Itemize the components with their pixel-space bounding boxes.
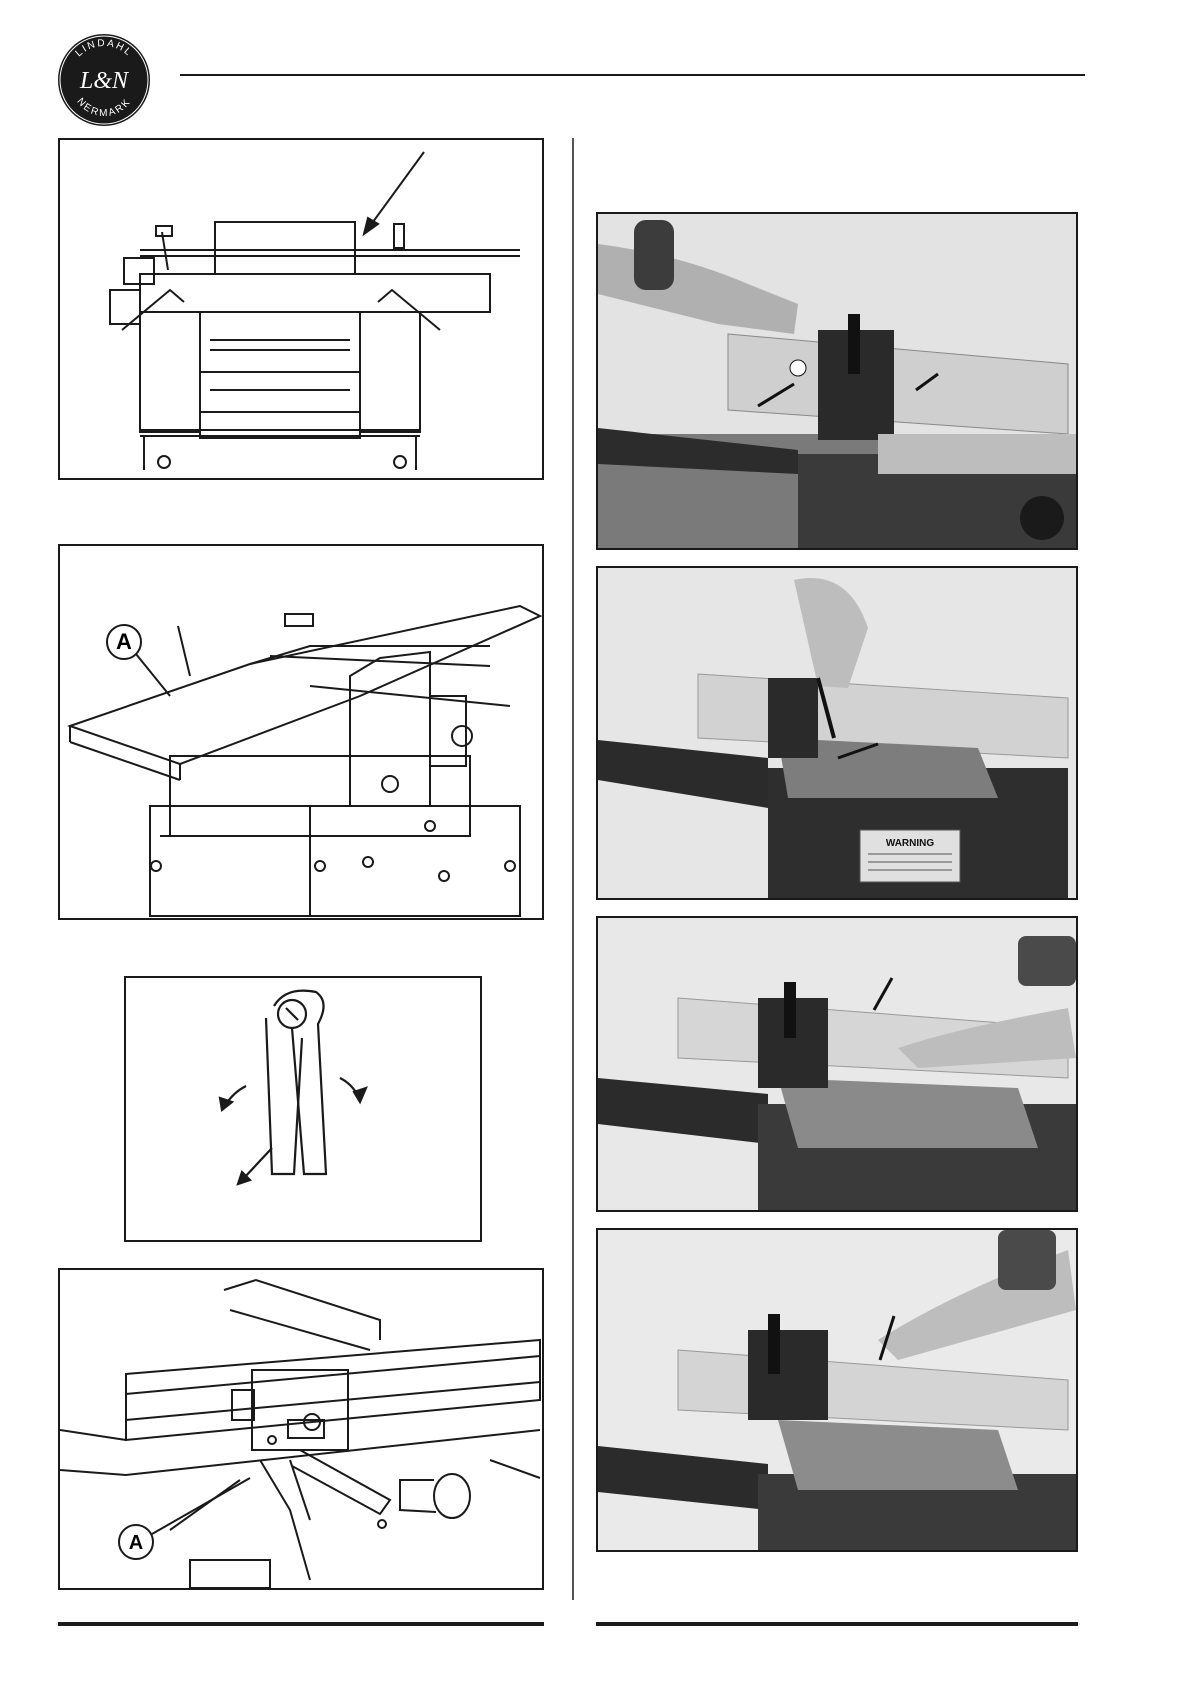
photo-wrench-fence-icon bbox=[598, 214, 1076, 548]
figure-planer-front bbox=[58, 138, 544, 480]
figure-fence-assembly bbox=[58, 1268, 544, 1590]
photo-lever-adjust-icon bbox=[598, 568, 1076, 898]
warning-label: WARNING bbox=[885, 838, 935, 849]
fence-assembly-icon bbox=[60, 1270, 542, 1588]
figure-callout-a: A bbox=[128, 1532, 144, 1554]
photo-fence-slide bbox=[596, 916, 1078, 1212]
lever-release-icon bbox=[126, 978, 480, 1240]
planer-front-arrow-icon bbox=[60, 140, 542, 478]
logo-bottom-text: NERMARK bbox=[74, 96, 134, 120]
photo-fence-slide-icon bbox=[598, 918, 1076, 1210]
logo-top-text: LINDAHL bbox=[73, 37, 135, 60]
photo-wrench-fence bbox=[596, 212, 1078, 550]
photo-fence-lock bbox=[596, 1228, 1078, 1552]
figure-callout-a: A bbox=[116, 629, 132, 654]
figure-planer-table bbox=[58, 544, 544, 920]
planer-table-raised-icon bbox=[60, 546, 542, 918]
photo-lever-adjust bbox=[596, 566, 1078, 900]
column-divider bbox=[572, 138, 574, 1600]
photo-fence-lock-icon bbox=[598, 1230, 1076, 1550]
logo-monogram: L&N bbox=[79, 68, 129, 94]
figure-lever bbox=[124, 976, 482, 1242]
brand-logo bbox=[56, 32, 152, 128]
header-rule bbox=[180, 74, 1085, 76]
footer-rule-right bbox=[596, 1622, 1078, 1626]
footer-rule-left bbox=[58, 1622, 544, 1626]
